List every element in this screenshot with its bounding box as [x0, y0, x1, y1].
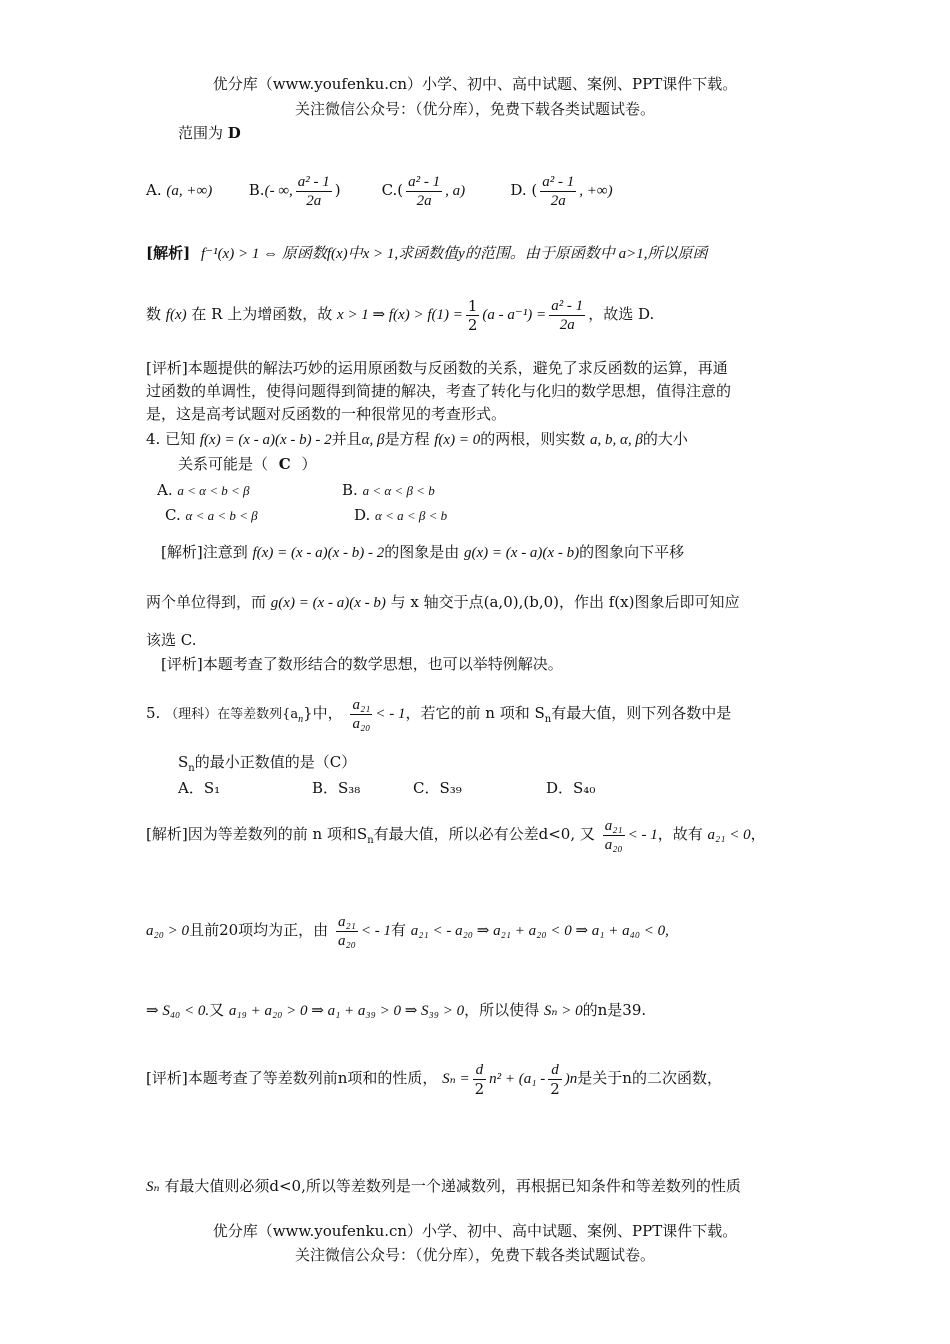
header-line-2: 关注微信公众号：（优分库），免费下载各类试题试卷。	[294, 100, 655, 118]
q5-comment-line-1: [评析]本题考查了等差数列前n项和的性质， Sₙ = $\frac{d}{2}$ n² + (a₁ - $\frac{d}{2}$ )n是关于n的二次函数，	[146, 1061, 722, 1098]
q3-option-d: D. ( $\frac{\text{a² - 1}}{2a}$ , +∞)	[510, 173, 613, 209]
q4-analysis-line-1: [解析]注意到 f(x) = (x - a)(x - b) - 2的图象是由 g(x) = (x - a)(x - b)的图象向下平移	[161, 543, 685, 561]
q5-stem-line-2: $S_n$的最小正数值的是（C）	[178, 753, 357, 774]
q4-option-b: B. a < α < β < b	[342, 481, 435, 499]
q4-option-c: C. α < a < b < β	[165, 506, 258, 524]
q4-option-a: A. a < α < b < β	[157, 481, 250, 499]
q4-option-d: D. α < a < β < b	[354, 506, 448, 524]
q3-comment-line-2: 过函数的单调性，使得问题得到简捷的解决，考查了转化与化归的数学思想，值得注意的	[146, 382, 732, 400]
q5-option-c: C．S₃₉	[413, 779, 462, 797]
footer-line-1: 优分库（www.youfenku.cn）小学、初中、高中试题、案例、PPT课件下载。	[212, 1222, 738, 1240]
q5-stem-line-1: 5. （理科）在等差数列$\{a_n\}$中， $\frac{\text{a₂₁}}{\text{a₂₀}}$ < - 1，若它的前 n 项和 $S_n$有最大值，则下列各数中是	[146, 696, 732, 732]
q4-analysis-line-2: 两个单位得到，而 g(x) = (x - a)(x - b) 与 x 轴交于点(a,0),(b,0)，作出 f(x)图象后即可知应	[146, 593, 740, 611]
q3-options	[146, 172, 613, 210]
q3-analysis-line-2: 数 f(x) 在 R 上为增函数，故 x > 1 ⇒ f(x) > f(1) = $\frac{1}{2}$ (a - a⁻¹) = $\frac{\text{a² - 1}}{2a}$ ，故选 D.	[146, 296, 655, 334]
q5-comment-line-2: Sₙ 有最大值则必须d<0,所以等差数列是一个递减数列，再根据已知条件和等差数列的性质	[146, 1177, 741, 1195]
q5-analysis-line-3: ⇒ S₄₀ < 0.又 a₁₉ + a₂₀ > 0 ⇒ a₁ + a₃₉ > 0 ⇒ S₃₉ > 0，所以使得 Sₙ > 0的n是39.	[146, 1001, 647, 1019]
footer-line-2: 关注微信公众号：（优分库），免费下载各类试题试卷。	[294, 1246, 655, 1264]
q4-comment: [评析]本题考查了数形结合的数学思想，也可以举特例解决。	[161, 655, 563, 673]
header-line-1: 优分库（www.youfenku.cn）小学、初中、高中试题、案例、PPT课件下载。	[212, 75, 738, 93]
q3-option-c: C.( $\frac{\text{a² - 1}}{2a}$ , a)	[381, 173, 466, 209]
q3-analysis-line-1: [解析] f⁻¹(x) > 1 ⇔ 原函数f(x)中x > 1,求函数值y的范围。由于原函数中 a>1,所以原函	[146, 244, 708, 262]
q4-analysis-line-3: 该选 C.	[146, 631, 197, 649]
q3-comment-line-3: 是，这是高考试题对反函数的一种很常见的考查形式。	[146, 405, 507, 423]
q3-option-b: B.(- ∞, $\frac{\text{a² - 1}}{2a}$ )	[248, 173, 341, 209]
q5-option-d: D．S₄₀	[546, 779, 596, 797]
q3-range-text: 范围为	[178, 124, 224, 142]
q5-option-a: A．S₁	[178, 779, 221, 797]
q5-analysis-line-2: a₂₀ > 0且前20项均为正，由 $\frac{\text{a₂₁}}{\text{a₂₀}}$ < - 1有 a₂₁ < - a₂₀ ⇒ a₂₁ + a₂₀ < 0 ⇒ a₁ + a₄₀ < 0,	[146, 913, 669, 949]
q4-answer: C	[278, 455, 291, 473]
q5-option-b: B．S₃₈	[312, 779, 361, 797]
q4-stem-line-2: 关系可能是（ C ）	[178, 455, 317, 473]
q3-comment-line-1: [评析]本题提供的解法巧妙的运用原函数与反函数的关系，避免了求反函数的运算，再通	[146, 359, 728, 377]
q3-option-a: A. (a, +∞)	[146, 181, 213, 199]
q5-analysis-line-1: [解析]因为等差数列的前 n 项和$S_n$有最大值，所以必有公差d<0, 又 $\frac{\text{a₂₁}}{\text{a₂₀}}$ < - 1，故有 a₂₁ < 0，	[146, 817, 766, 853]
q4-stem-line-1: 4. 已知 f(x) = (x - a)(x - b) - 2并且α, β是方程 f(x) = 0的两根，则实数 a, b, α, β的大小	[146, 430, 688, 448]
q3-answer: D	[227, 124, 241, 142]
q3-range-line	[178, 123, 241, 143]
